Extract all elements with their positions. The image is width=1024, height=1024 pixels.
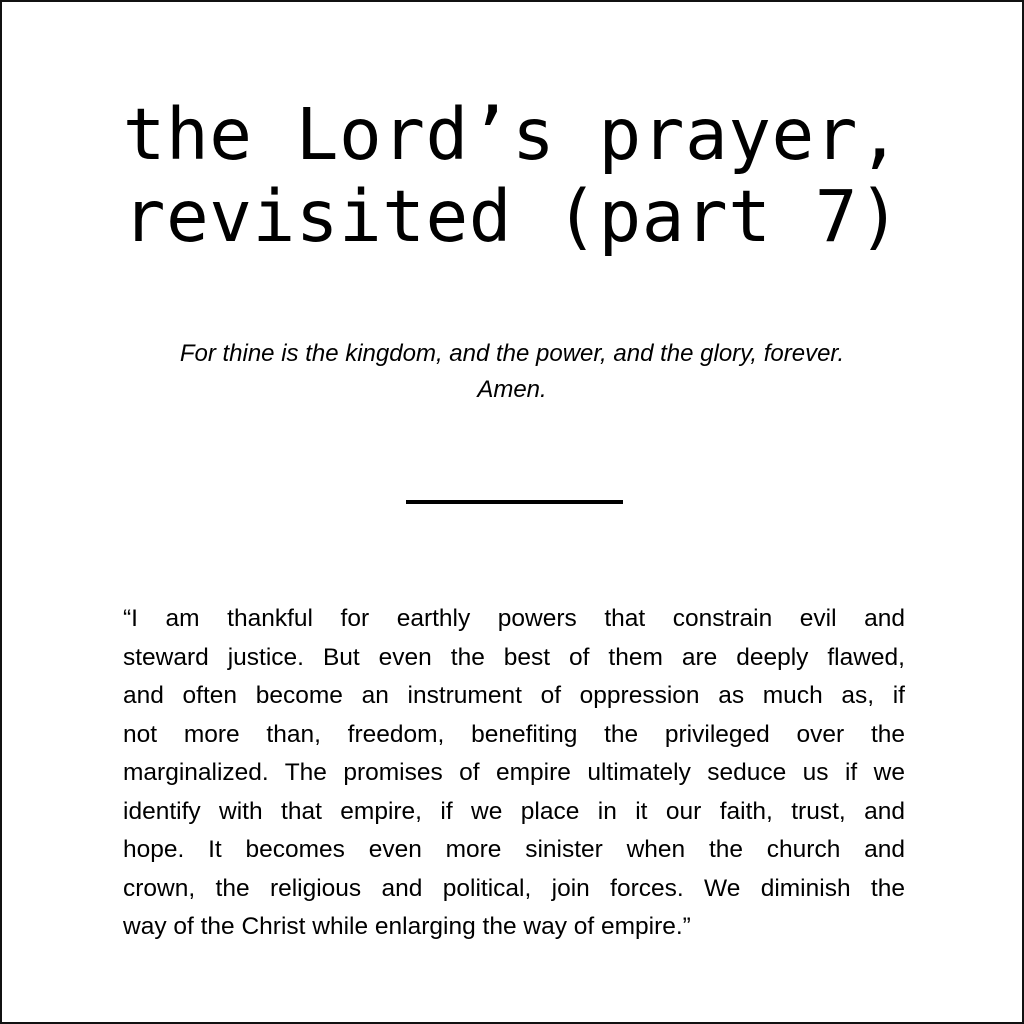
quote-line: hope. It becomes even more sinister when the church and xyxy=(123,836,905,863)
subtitle-line: Amen. xyxy=(477,376,547,403)
quote-line: crown, the religious and political, join forces. We diminish the xyxy=(123,874,905,902)
quote-line: and often become an instrument of oppression as much as, if xyxy=(123,682,905,709)
quote-line: not more than, freedom, benefiting the privileged over the xyxy=(123,720,905,748)
divider-rule xyxy=(406,500,623,504)
quote-line: identify with that empire, if we place in it our faith, trust, and xyxy=(123,797,905,825)
quote-line: marginalized. The promises of empire ultimately seduce us if we xyxy=(123,759,905,786)
scripture-subtitle xyxy=(2,336,1022,408)
quote-line: way of the Christ while enlarging the way of empire.” xyxy=(123,913,691,940)
title-line: revisited (part 7) xyxy=(122,175,902,258)
subtitle-line: For thine is the kingdom, and the power, and the glory, forever. xyxy=(179,340,845,367)
page-title xyxy=(2,94,1022,258)
quote-line: “I am thankful for earthly powers that constrain evil and xyxy=(123,605,905,632)
quote-line: steward justice. But even the best of them are deeply flawed, xyxy=(123,643,905,671)
quote-body xyxy=(123,600,905,947)
title-line: the Lord’s prayer, xyxy=(122,93,902,176)
